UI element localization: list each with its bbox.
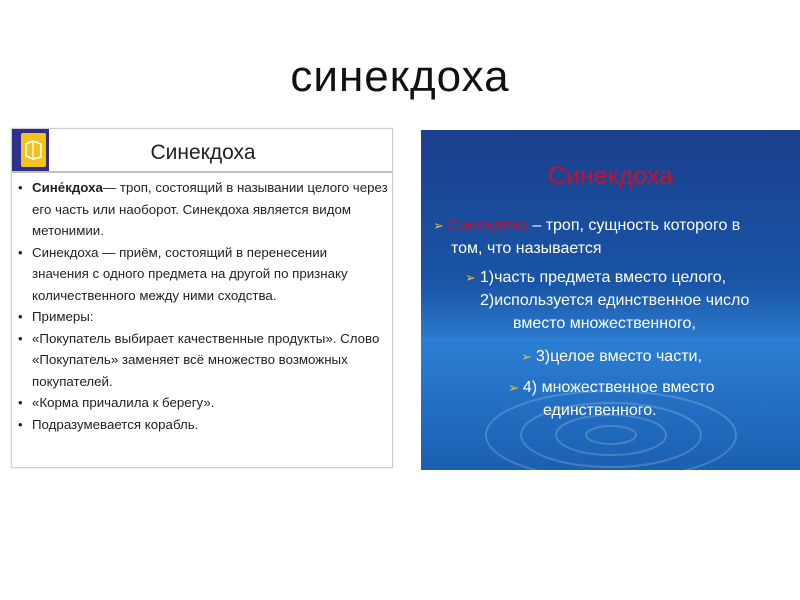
list-item: • Синекдоха — приём, состоящий в перенесении значения с одного предмета на другой по признаку количественного между ними сходства. [18,244,348,303]
list-item: • «Корма причалила к берегу». [18,395,215,410]
arrow-bullet-icon: ➢ [433,218,444,233]
right-slide [421,130,800,470]
definition-line: том, что называется [451,240,602,257]
divider [12,171,392,173]
arrow-bullet-icon: ➢ [508,380,519,395]
page-title: синекдоха [290,52,510,101]
arrow-bullet-icon: ➢ [465,270,476,285]
point-line: ➢ 1)часть предмета вместо целого, [465,269,727,286]
list-item: • Подразумевается корабль. [18,416,199,432]
list-item: • Примеры: [18,309,94,324]
right-slide-heading: Синекдоха [548,162,673,190]
definition-line: ➢ Синекдоха – троп, сущность которого в [433,217,741,234]
point-line: единственного. [543,402,657,419]
arrow-bullet-icon: ➢ [521,349,532,364]
list-item: • «Покупатель выбирает качественные продукты». Слово «Покупатель» заменяет всё множество возможных покупателей. [18,330,380,389]
left-slide [11,128,393,468]
point-line: ➢ 3)целое вместо части, [521,348,702,365]
left-slide-heading: Синекдоха [150,141,256,164]
point-line: вместо множественного, [513,315,696,332]
list-item: • Сине́кдоха— троп, состоящий в назывании целого через его часть или наоборот. Синекдоха является видом метонимии. [18,180,388,238]
point-line: 2)используется единственное число [480,292,750,309]
point-line: ➢ 4) множественное вместо [508,379,715,396]
left-slide-list [16,177,388,435]
